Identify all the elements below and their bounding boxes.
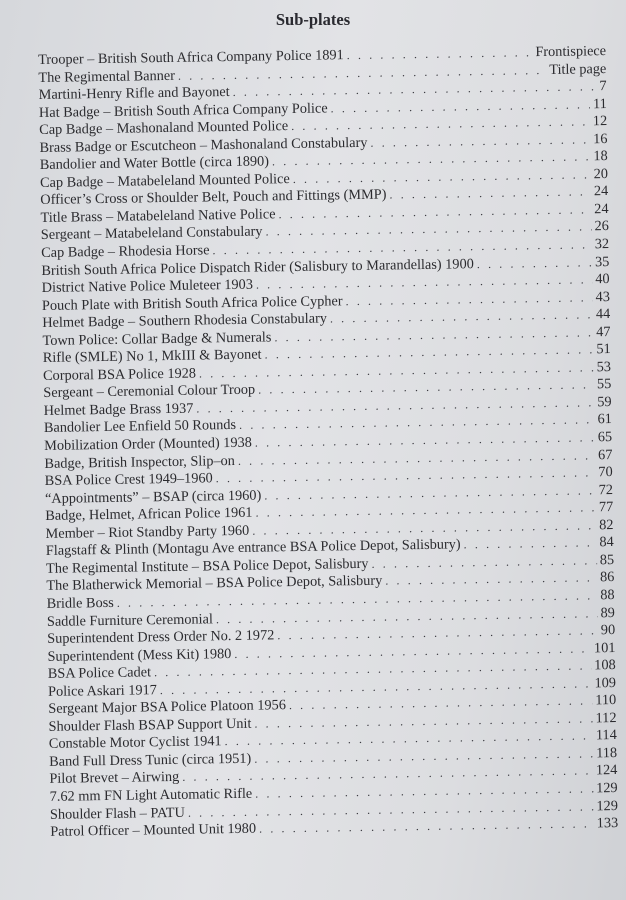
entry-title: 7.62 mm FN Light Automatic Rifle [49, 785, 253, 805]
entry-title: Superintendent Dress Order No. 2 1972 [47, 627, 275, 647]
entry-title: Helmet Badge – Southern Rhodesia Constabulary [42, 310, 328, 332]
entry-title: Helmet Badge Brass 1937 [43, 400, 194, 419]
entry-page-number: 90 [600, 622, 616, 639]
entry-page-number: 24 [594, 200, 609, 218]
entry-title: BSA Police Crest 1949–1960 [44, 470, 213, 490]
entry-page-number: 114 [595, 727, 617, 744]
entry-title: British South Africa Police Dispatch Rider (Salisbury to Marandellas) 1900 [41, 255, 474, 279]
entry-page-number: Title page [549, 60, 607, 78]
entry-page-number: 55 [596, 376, 612, 393]
sub-plates-list [38, 43, 618, 841]
entry-title: BSA Police Cadet [47, 664, 152, 683]
entry-title: Pilot Brevet – Airwing [49, 769, 180, 788]
entry-title: Town Police: Collar Badge & Numerals [42, 329, 272, 349]
entry-page-number: 88 [600, 586, 615, 604]
entry-page-number: 47 [596, 323, 611, 341]
entry-page-number: 18 [593, 148, 608, 165]
entry-title: Trooper – British South Africa Company Police 1891 [38, 47, 344, 68]
entry-page-number: 70 [598, 464, 613, 481]
entry-page-number: 77 [598, 499, 614, 516]
entry-title: Badge, Helmet, African Police 1961 [45, 504, 253, 525]
entry-title: The Regimental Banner [38, 67, 176, 86]
entry-page-number: 124 [595, 762, 618, 779]
entry-title: The Blatherwick Memorial – BSA Police Depot, Salisbury [46, 573, 383, 595]
entry-page-number: 7 [599, 78, 607, 95]
page-heading: Sub-plates [275, 10, 351, 29]
entry-title: “Appointments” – BSAP (circa 1960) [44, 487, 262, 507]
entry-title: Rifle (SMLE) No 1, MkIII & Bayonet [42, 346, 262, 367]
entry-title: Corporal BSA Police 1928 [42, 365, 197, 384]
dot-leader [477, 254, 593, 273]
entry-page-number: 32 [594, 236, 610, 253]
entry-page-number: 133 [596, 815, 619, 832]
entry-page-number: 89 [600, 604, 616, 621]
entry-page-number: 61 [597, 411, 612, 428]
entry-title: Bandolier and Water Bottle (circa 1890) [39, 153, 270, 174]
entry-page-number: 101 [593, 639, 616, 656]
dot-leader [463, 535, 596, 555]
entry-title: Superintendent (Mess Kit) 1980 [47, 645, 232, 665]
entry-title: Brass Badge or Escutcheon – Mashonaland Constabulary [39, 134, 368, 156]
entry-page-number: 24 [593, 183, 609, 200]
entry-title: Hat Badge – British South Africa Company Police [38, 100, 328, 121]
entry-title: Police Askari 1917 [47, 681, 157, 700]
entry-title: Sergeant – Matabeleland Constabulary [40, 223, 263, 244]
entry-page-number: 51 [596, 341, 611, 358]
entry-page-number: 26 [594, 218, 609, 235]
entry-title: Title Brass – Matabeleland Native Police [40, 206, 276, 226]
entry-title: Pouch Plate with British South Africa Police Cypher [41, 292, 343, 314]
entry-title: Badge, British Inspector, Slip–on [44, 452, 236, 472]
entry-page-number: 16 [593, 130, 608, 148]
entry-page-number: 65 [597, 429, 613, 446]
entry-title: District Native Police Muleteer 1903 [41, 276, 254, 297]
entry-title: Shoulder Flash – PATU [49, 804, 186, 823]
entry-page-number: 53 [596, 358, 612, 376]
entry-page-number: 12 [592, 113, 608, 130]
entry-page-number: 20 [593, 165, 609, 183]
entry-page-number: 129 [596, 797, 619, 814]
entry-title: Mobilization Order (Mounted) 1938 [44, 434, 252, 454]
entry-page-number: 108 [594, 657, 616, 674]
entry-page-number: 85 [599, 551, 615, 569]
entry-page-number: 82 [599, 516, 614, 534]
entry-title: Member – Riot Standby Party 1960 [45, 522, 250, 542]
entry-title: Martini-Henry Rifle and Bayonet [38, 84, 230, 104]
entry-title: Bridle Boss [46, 594, 114, 612]
entry-title: Saddle Furniture Ceremonial [46, 610, 214, 630]
entry-page-number: 67 [597, 446, 613, 463]
entry-page-number: 43 [595, 288, 611, 305]
entry-title: Cap Badge – Mashonaland Mounted Police [39, 118, 289, 139]
entry-title: Officer’s Cross or Shoulder Belt, Pouch and Fittings (MMP) [40, 186, 387, 209]
entry-title: Constable Motor Cyclist 1941 [48, 733, 222, 753]
entry-page-number: 118 [596, 744, 618, 762]
entry-page-number: 72 [598, 481, 614, 498]
entry-page-number: 112 [595, 709, 617, 727]
entry-title: Band Full Dress Tunic (circa 1951) [49, 750, 252, 770]
entry-page-number: 35 [594, 253, 610, 270]
entry-title: Flagstaff & Plinth (Montagu Ave entrance BSA Police Depot, Salisbury) [45, 536, 461, 560]
entry-page-number: 40 [595, 271, 610, 288]
entry-title: Shoulder Flash BSAP Support Unit [48, 715, 252, 735]
entry-page-number: 59 [597, 393, 612, 411]
entry-page-number: 86 [599, 569, 615, 586]
entry-page-number: 110 [595, 692, 617, 709]
entry-page-number: 129 [596, 779, 618, 797]
entry-title: Sergeant Major BSA Police Platoon 1956 [48, 697, 287, 718]
entry-page-number: Frontispiece [535, 43, 607, 61]
entry-page-number: 84 [599, 534, 614, 551]
entry-title: Sergeant – Ceremonial Colour Troop [43, 382, 256, 402]
entry-title: The Regimental Institute – BSA Police Depot, Salisbury [45, 555, 369, 577]
entry-page-number: 109 [594, 674, 617, 692]
entry-title: Cap Badge – Matabeleland Mounted Police [39, 170, 290, 191]
entry-title: Bandolier Lee Enfield 50 Rounds [43, 417, 237, 437]
entry-page-number: 11 [592, 95, 608, 112]
entry-title: Cap Badge – Rhodesia Horse [41, 242, 210, 261]
entry-title: Patrol Officer – Mounted Unit 1980 [50, 820, 257, 840]
entry-page-number: 44 [595, 306, 611, 323]
